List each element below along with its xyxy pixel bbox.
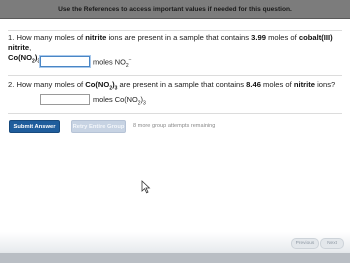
mouse-pointer-icon: [141, 180, 151, 194]
question-2-text: 2. How many moles of $Co(NO_2)_3$ are present in a sample that contains 8.46 moles of nitrite ions?: [8, 80, 336, 92]
next-button[interactable]: Next: [320, 238, 344, 249]
retry-entire-group-button[interactable]: Retry Entire Group: [71, 120, 126, 133]
submit-answer-button[interactable]: Submit Answer: [9, 120, 60, 133]
question-1-answer-input[interactable]: [40, 56, 90, 67]
attempts-remaining: 8 more group attempts remaining: [133, 123, 216, 129]
divider: [8, 75, 342, 76]
question-1-unit: moles $NO_2^-$: [93, 57, 132, 69]
references-note: Use the References to access important values if needed for this question.: [58, 6, 292, 13]
question-2-answer-input[interactable]: [40, 94, 90, 105]
taskbar-strip: [0, 253, 350, 263]
previous-button[interactable]: Previous: [291, 238, 319, 249]
divider: [8, 30, 342, 31]
question-2-unit: moles $Co(NO_2)_3$: [93, 95, 146, 107]
question-1-text: 1. How many moles of nitrite ions are present in a sample that contains 3.99 moles of cobalt(III) nitrite, $Co(NO_2)_3$: [8, 33, 333, 65]
divider: [8, 113, 342, 114]
